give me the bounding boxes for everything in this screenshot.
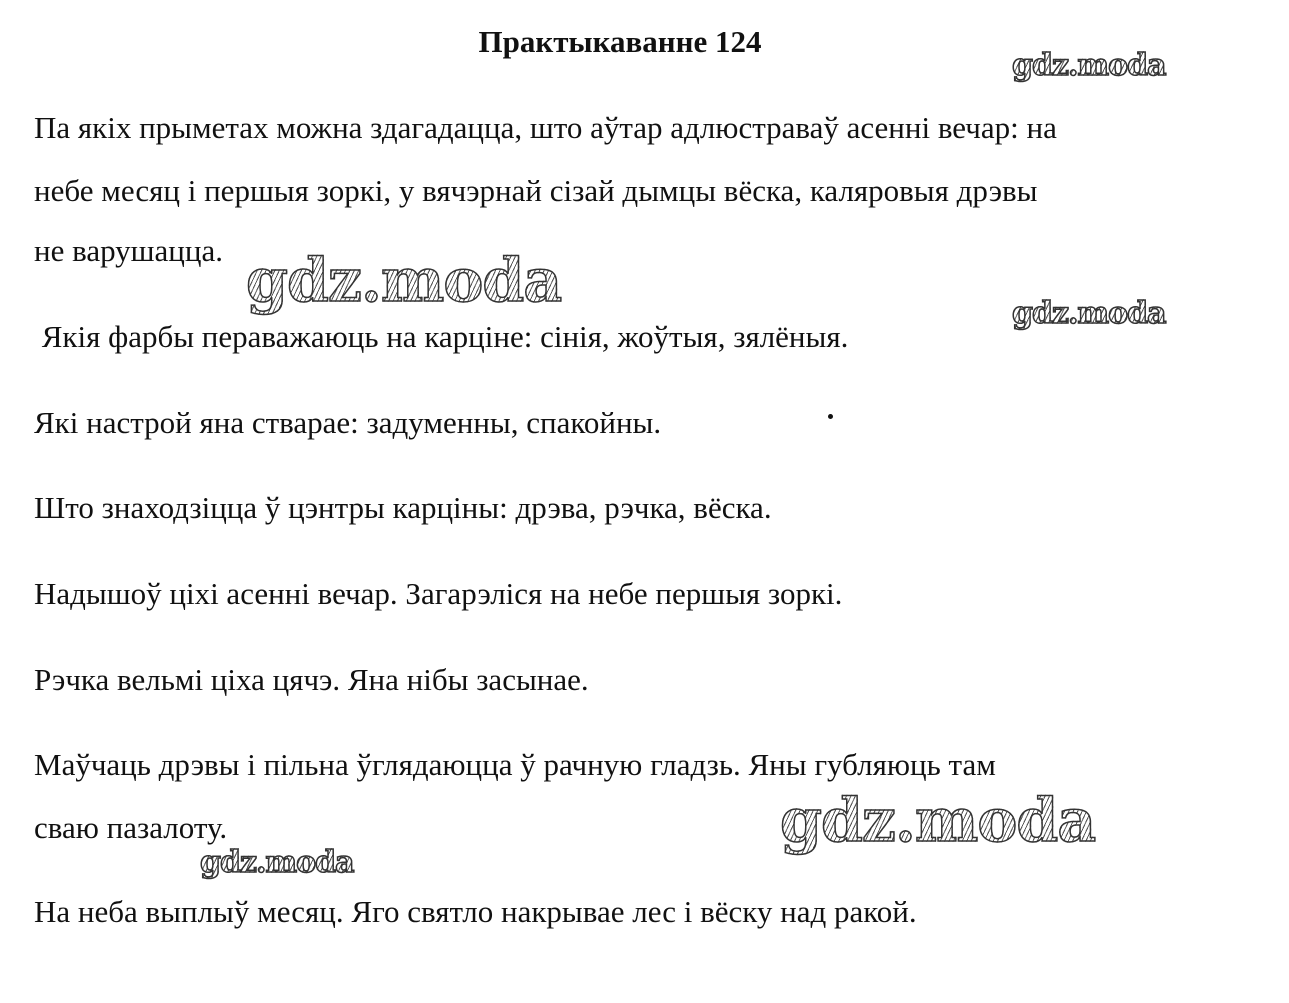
text-line: Па якіх прыметах можна здагадацца, што аўтар адлюстраваў асенні вечар: на xyxy=(34,110,1057,145)
text-line: Што знаходзіцца ў цэнтры карціны: дрэва, рэчка, вёска. xyxy=(34,490,772,525)
page-title: Практыкаванне 124 xyxy=(478,24,762,59)
watermark: gdz.moda xyxy=(1012,296,1166,331)
watermark: gdz.moda xyxy=(246,246,562,316)
watermark: gdz.moda xyxy=(200,845,354,880)
watermark: gdz.moda xyxy=(1012,48,1166,83)
text-line: Маўчаць дрэвы і пільна ўглядаюцца ў рачную гладзь. Яны губляюць там xyxy=(34,747,996,782)
text-line: не варушацца. xyxy=(34,233,223,268)
text-line: Рэчка вельмі ціха цячэ. Яна нібы засынае. xyxy=(34,662,589,697)
text-line: Якія фарбы пераважаюць на карціне: сінія, жоўтыя, зялёныя. xyxy=(34,319,849,354)
watermark: gdz.moda xyxy=(780,786,1096,856)
speck xyxy=(828,414,833,419)
text-line: Які настрой яна стварае: задуменны, спакойны. xyxy=(34,405,662,440)
text-line: Надышоў ціхі асенні вечар. Загарэліся на небе першыя зоркі. xyxy=(34,576,843,611)
text-line: небе месяц і першыя зоркі, у вячэрнай сізай дымцы вёска, каляровыя дрэвы xyxy=(34,173,1038,208)
text-line: сваю пазалоту. xyxy=(34,810,228,845)
text-line: На неба выплыў месяц. Яго святло накрывае лес і вёску над ракой. xyxy=(34,894,917,929)
